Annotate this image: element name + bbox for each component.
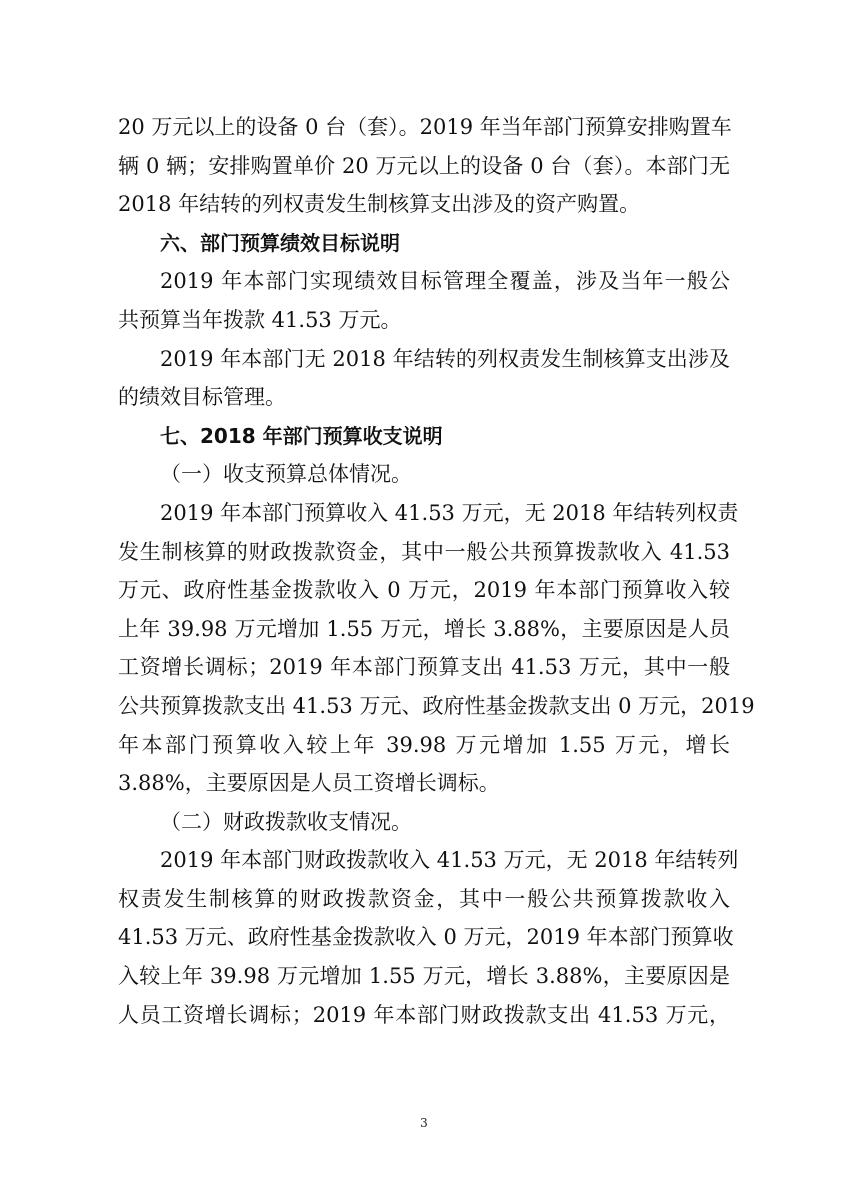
paragraph-line: 2019 年本部门财政拨款收入 41.53 万元，无 2018 年结转列 [160,848,739,873]
paragraph-line: 年本部门预算收入较上年 39.98 万元增加 1.55 万元，增长 [118,732,730,757]
paragraph-line: 的绩效目标管理。 [118,385,286,410]
paragraph-line: 工资增长调标；2019 年本部门预算支出 41.53 万元，其中一般 [118,655,730,680]
page-number: 3 [420,1116,428,1130]
paragraph-line: 辆 0 辆；安排购置单价 20 万元以上的设备 0 台（套）。本部门无 [118,153,730,178]
section-heading-6: 六、部门预算绩效目标说明 [160,230,400,255]
paragraph-line: 2018 年结转的列权责发生制核算支出涉及的资产购置。 [118,192,641,217]
paragraph-line: 3.88%，主要原因是人员工资增长调标。 [118,771,500,796]
subsection-heading-1: （一）收支预算总体情况。 [160,462,412,487]
paragraph-line: 发生制核算的财政拨款资金，其中一般公共预算拨款收入 41.53 [118,539,730,564]
section-heading-7: 七、2018 年部门预算收支说明 [160,423,443,448]
subsection-heading-2: （二）财政拨款收支情况。 [160,809,412,834]
paragraph-line: 41.53 万元、政府性基金拨款收入 0 万元，2019 年本部门预算收 [118,925,734,950]
paragraph-line: 公共预算拨款支出 41.53 万元、政府性基金拨款支出 0 万元，2019 [118,693,755,718]
paragraph-line: 2019 年本部门预算收入 41.53 万元，无 2018 年结转列权责 [160,500,739,525]
paragraph-line: 人员工资增长调标；2019 年本部门财政拨款支出 41.53 万元， [118,1002,730,1027]
paragraph-line: 共预算当年拨款 41.53 万元。 [118,307,402,332]
paragraph-line: 2019 年本部门实现绩效目标管理全覆盖，涉及当年一般公 [160,269,730,294]
paragraph-line: 20 万元以上的设备 0 台（套）。2019 年当年部门预算安排购置车 [118,115,732,139]
document-body [118,108,755,1034]
paragraph-line: 权责发生制核算的财政拨款资金，其中一般公共预算拨款收入 [118,886,730,911]
paragraph-line: 2019 年本部门无 2018 年结转的列权责发生制核算支出涉及 [160,346,730,371]
paragraph-line: 万元、政府性基金拨款收入 0 万元，2019 年本部门预算收入较 [118,578,730,603]
paragraph-line: 上年 39.98 万元增加 1.55 万元，增长 3.88%，主要原因是人员 [118,616,730,641]
paragraph-line: 入较上年 39.98 万元增加 1.55 万元，增长 3.88%，主要原因是 [118,964,730,989]
